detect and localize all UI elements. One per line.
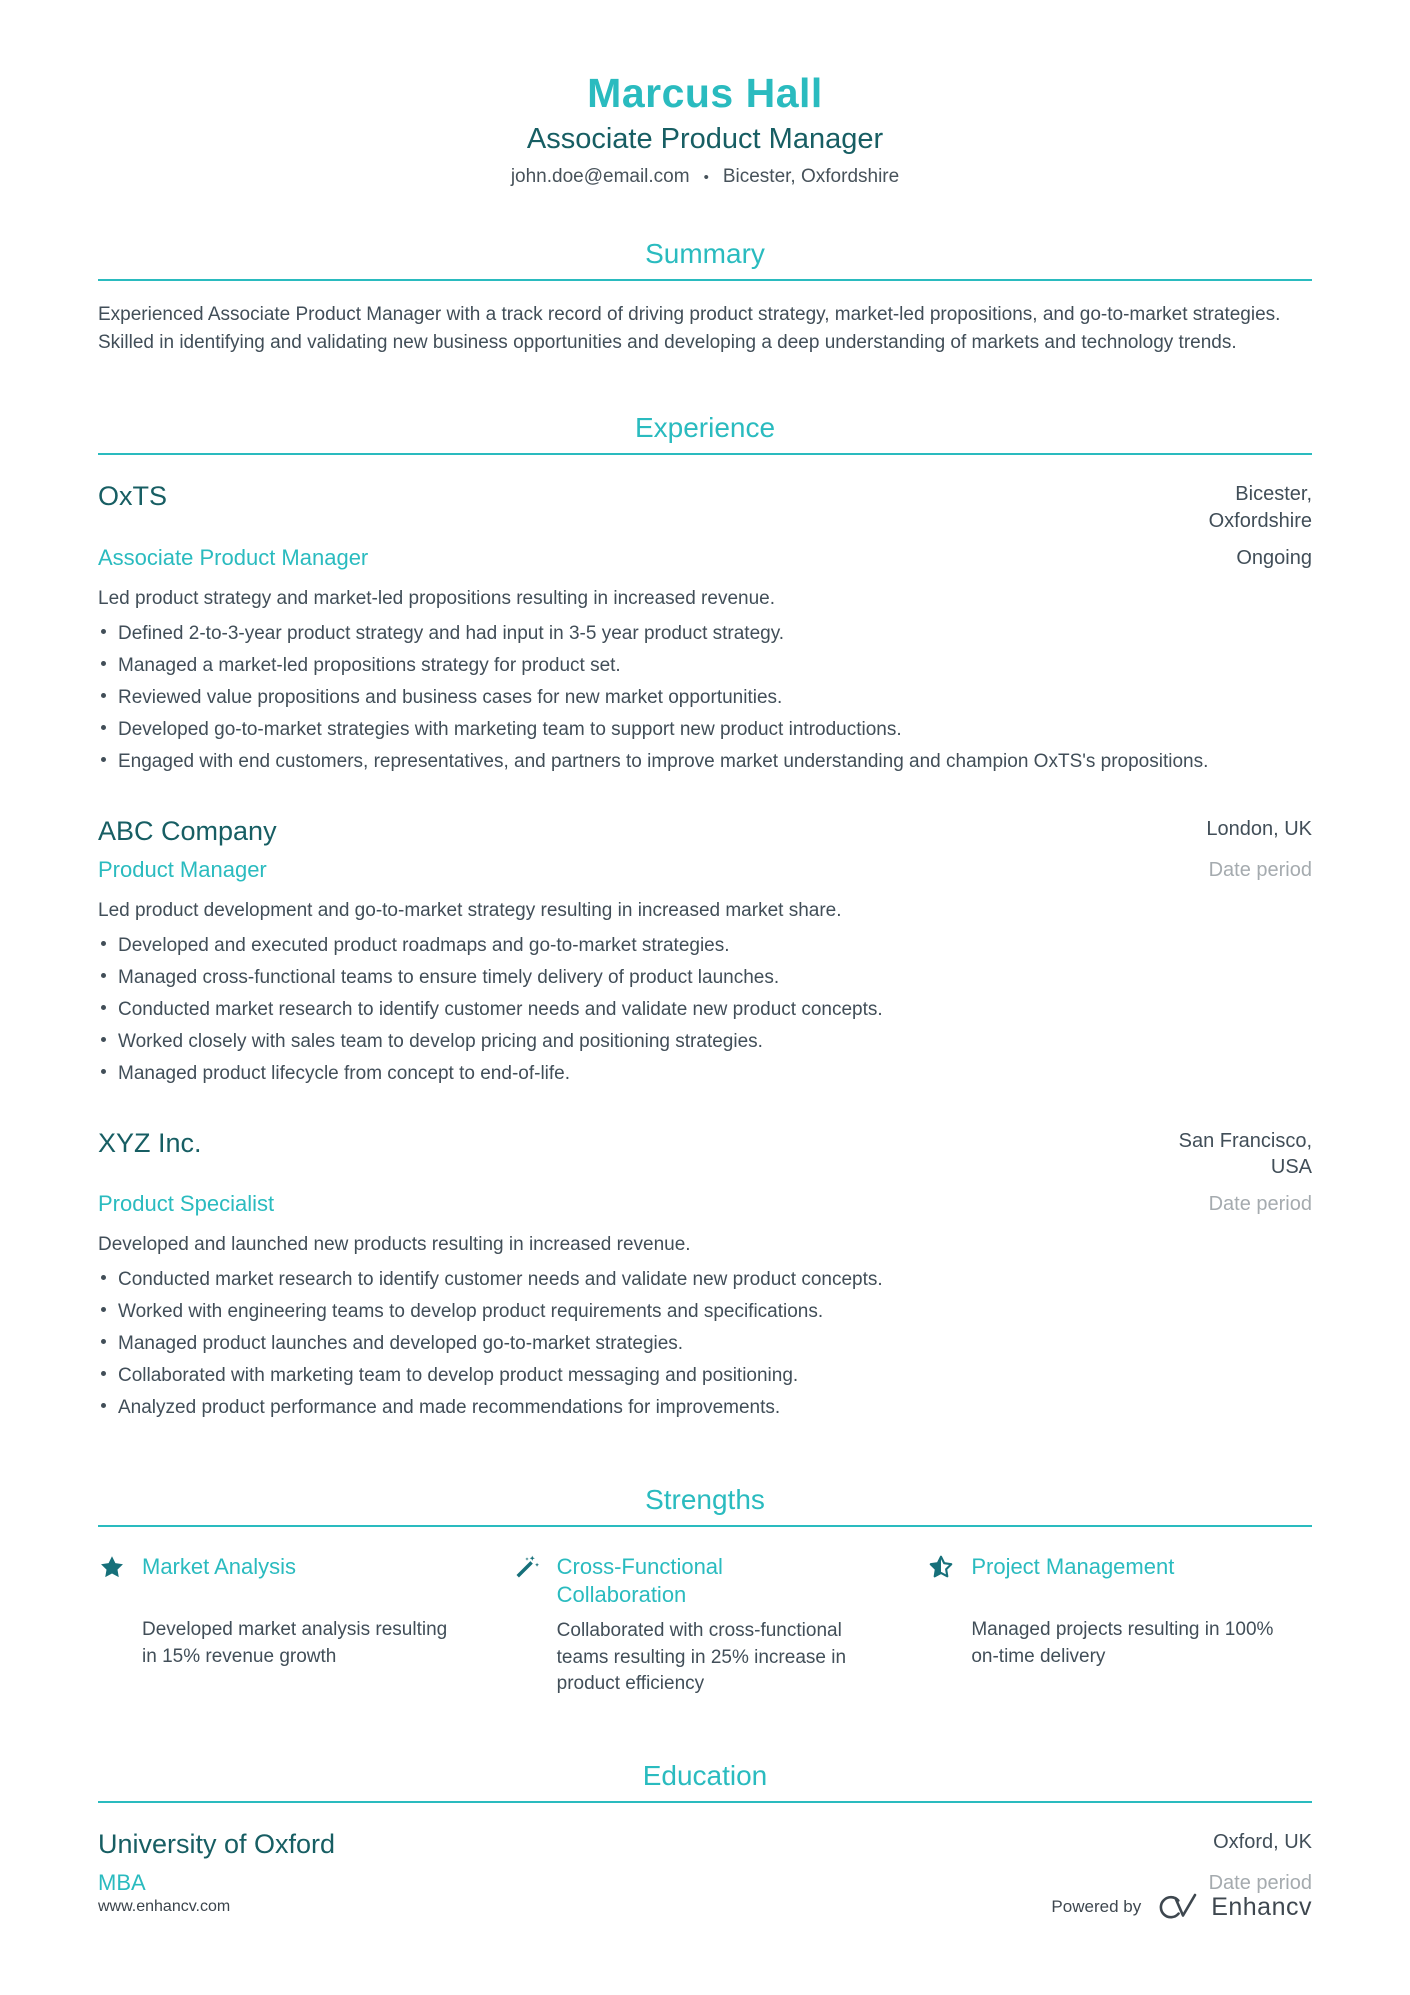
star-filled-icon	[98, 1553, 126, 1581]
entry-location: San Francisco, USA	[1178, 1129, 1312, 1179]
bullet-item: Worked with engineering teams to develop product requirements and specifications.	[98, 1299, 1312, 1326]
company-name: OxTS	[98, 481, 168, 512]
entry-lead: Led product strategy and market-led propositions resulting in increased revenue.	[98, 588, 775, 610]
strength-title: Market Analysis	[142, 1553, 297, 1579]
entry-period: Date period	[1208, 858, 1312, 881]
strength-title: Cross-Functional Collaboration	[556, 1553, 723, 1608]
strength-item	[927, 1553, 1312, 1698]
person-headline: Associate Product Manager	[526, 123, 884, 155]
entry-header-row	[98, 1128, 1312, 1181]
entry-lead: Developed and launched new products resulting in increased revenue.	[98, 1234, 691, 1256]
school-name: University of Oxford	[98, 1828, 336, 1859]
magic-wand-icon	[513, 1553, 541, 1581]
strength-item	[98, 1553, 483, 1698]
job-title: Product Specialist	[98, 1190, 275, 1216]
strengths-grid	[98, 1553, 1312, 1698]
enhancv-logo-icon	[1155, 1891, 1197, 1923]
bullet-item: Managed a market-led propositions strategy for product set.	[98, 653, 1312, 680]
strength-item	[513, 1553, 898, 1698]
education-heading: Education	[642, 1759, 768, 1791]
section-divider	[98, 1525, 1312, 1527]
resume-header	[98, 70, 1312, 188]
bullet-list	[98, 1267, 1312, 1422]
strength-description: Managed projects resulting in 100% on-time delivery	[971, 1618, 1274, 1667]
entry-header-row	[98, 481, 1312, 534]
bullet-item: Collaborated with marketing team to develop product messaging and positioning.	[98, 1363, 1312, 1390]
contact-location: Bicester, Oxfordshire	[722, 166, 900, 187]
entry-period: Ongoing	[1236, 546, 1312, 569]
bullet-item: Engaged with end customers, representatives, and partners to improve market understanding and champion OxTS's propositions.	[98, 749, 1312, 776]
education-entry	[98, 1829, 1312, 1897]
footer-website: www.enhancv.com	[98, 1898, 231, 1915]
summary-section	[98, 238, 1312, 356]
job-title: Product Manager	[98, 856, 267, 882]
entry-lead: Led product development and go-to-market strategy resulting in increased market share.	[98, 900, 842, 922]
bullet-item: Developed go-to-market strategies with marketing team to support new product introductions.	[98, 717, 1312, 744]
bullet-list	[98, 933, 1312, 1088]
bullet-item: Worked closely with sales team to develop pricing and positioning strategies.	[98, 1029, 1312, 1056]
person-name: Marcus Hall	[587, 70, 823, 116]
bullet-list	[98, 621, 1312, 776]
job-title: Associate Product Manager	[98, 544, 369, 570]
section-divider	[98, 1801, 1312, 1803]
star-half-icon	[927, 1553, 955, 1581]
degree-name: MBA	[98, 1869, 146, 1895]
experience-section	[98, 412, 1312, 1421]
summary-text: Experienced Associate Product Manager with a track record of driving product strategy, market-led propositions, and go-to-market strategies. Skilled in identifying and validating new business opportunities and developing a deep understanding of markets and technology trends.	[98, 304, 1281, 353]
bullet-item: Managed product launches and developed go-to-market strategies.	[98, 1331, 1312, 1358]
bullet-item: Reviewed value propositions and business cases for new market opportunities.	[98, 685, 1312, 712]
company-name: ABC Company	[98, 815, 277, 846]
strength-description: Collaborated with cross-functional teams resulting in 25% increase in product efficiency	[556, 1619, 847, 1695]
bullet-item: Conducted market research to identify customer needs and validate new product concepts.	[98, 997, 1312, 1024]
education-section	[98, 1760, 1312, 1897]
bullet-item: Managed cross-functional teams to ensure timely delivery of product launches.	[98, 965, 1312, 992]
entry-header-row	[98, 1829, 1312, 1860]
strengths-heading: Strengths	[645, 1483, 765, 1515]
experience-entry	[98, 481, 1312, 775]
company-name: XYZ Inc.	[98, 1127, 202, 1158]
section-divider	[98, 453, 1312, 455]
entry-location: Bicester, Oxfordshire	[1208, 483, 1312, 533]
entry-header-row	[98, 816, 1312, 847]
bullet-item: Developed and executed product roadmaps and go-to-market strategies.	[98, 933, 1312, 960]
strength-description: Developed market analysis resulting in 15% revenue growth	[142, 1618, 448, 1667]
entry-subheader-row	[98, 545, 1312, 572]
entry-location: London, UK	[1206, 817, 1312, 840]
page-footer	[98, 1891, 1312, 1923]
bullet-item: Managed product lifecycle from concept to end-of-life.	[98, 1061, 1312, 1088]
enhancv-brand-name: Enhancv	[1211, 1892, 1312, 1921]
entry-location: Oxford, UK	[1213, 1830, 1312, 1853]
experience-heading: Experience	[634, 412, 776, 444]
powered-by-label: Powered by	[1051, 1897, 1142, 1916]
bullet-item: Conducted market research to identify customer needs and validate new product concepts.	[98, 1267, 1312, 1294]
entry-period: Date period	[1208, 1192, 1312, 1215]
contact-line	[98, 166, 1312, 188]
summary-heading: Summary	[645, 238, 765, 269]
bullet-item: Defined 2-to-3-year product strategy and had input in 3-5 year product strategy.	[98, 621, 1312, 648]
strengths-section	[98, 1484, 1312, 1698]
powered-by-group	[1051, 1891, 1312, 1923]
strength-title: Project Management	[971, 1553, 1175, 1579]
bullet-item: Analyzed product performance and made recommendations for improvements.	[98, 1395, 1312, 1422]
section-divider	[98, 279, 1312, 281]
entry-period: Date period	[1208, 1871, 1312, 1894]
experience-entry	[98, 1128, 1312, 1422]
experience-entry	[98, 816, 1312, 1088]
dot-separator: •	[703, 168, 709, 186]
entry-subheader-row	[98, 1191, 1312, 1218]
entry-subheader-row	[98, 857, 1312, 884]
contact-email: john.doe@email.com	[510, 166, 690, 187]
